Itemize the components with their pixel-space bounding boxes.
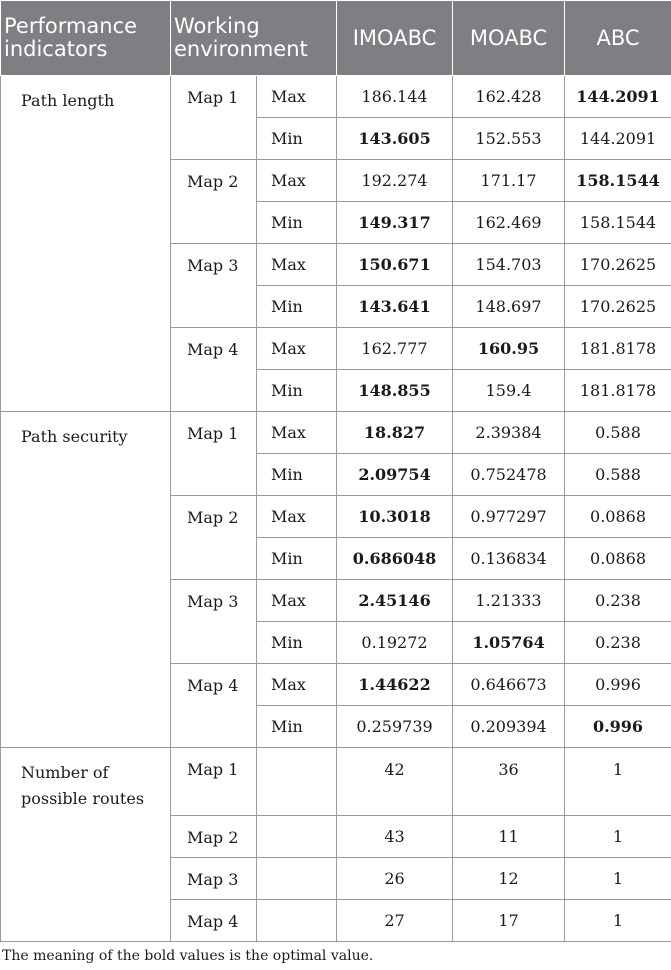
moabc-value-cell: 171.17 [453, 160, 565, 202]
abc-value-cell: 0.238 [565, 622, 671, 664]
moabc-value-cell: 0.646673 [453, 664, 565, 706]
extremum-cell: Max [257, 160, 337, 202]
header-imoabc: IMOABC [337, 1, 453, 76]
extremum-cell: Max [257, 580, 337, 622]
extremum-cell: Min [257, 538, 337, 580]
imoabc-value-cell: 162.777 [337, 328, 453, 370]
extremum-cell: Max [257, 76, 337, 118]
abc-value-cell: 170.2625 [565, 286, 671, 328]
extremum-cell [257, 748, 337, 816]
imoabc-value-cell: 149.317 [337, 202, 453, 244]
extremum-cell: Min [257, 286, 337, 328]
abc-route-count-cell: 1 [565, 900, 671, 942]
moabc-value-cell: 0.752478 [453, 454, 565, 496]
moabc-value-cell: 152.553 [453, 118, 565, 160]
table-row [1, 412, 671, 454]
indicator-cell: Path security [1, 412, 171, 748]
header-abc: ABC [565, 1, 671, 76]
abc-route-count-cell: 1 [565, 748, 671, 816]
map-cell: Map 2 [171, 816, 257, 858]
map-cell: Map 4 [171, 328, 257, 412]
imoabc-value-cell: 2.45146 [337, 580, 453, 622]
moabc-value-cell: 162.469 [453, 202, 565, 244]
moabc-value-cell: 154.703 [453, 244, 565, 286]
imoabc-value-cell: 0.259739 [337, 706, 453, 748]
indicator-cell: Number of possible routes [1, 748, 171, 942]
extremum-cell: Max [257, 664, 337, 706]
imoabc-value-cell: 150.671 [337, 244, 453, 286]
abc-value-cell: 181.8178 [565, 370, 671, 412]
abc-value-cell: 181.8178 [565, 328, 671, 370]
abc-value-cell: 144.2091 [565, 76, 671, 118]
imoabc-route-count-cell: 42 [337, 748, 453, 816]
extremum-cell: Min [257, 202, 337, 244]
imoabc-route-count-cell: 27 [337, 900, 453, 942]
moabc-value-cell: 0.209394 [453, 706, 565, 748]
map-cell: Map 2 [171, 160, 257, 244]
indicator-cell: Path length [1, 76, 171, 412]
imoabc-value-cell: 186.144 [337, 76, 453, 118]
moabc-value-cell: 0.977297 [453, 496, 565, 538]
moabc-route-count-cell: 36 [453, 748, 565, 816]
imoabc-value-cell: 10.3018 [337, 496, 453, 538]
abc-value-cell: 0.588 [565, 454, 671, 496]
extremum-cell: Min [257, 706, 337, 748]
abc-value-cell: 0.0868 [565, 496, 671, 538]
abc-value-cell: 158.1544 [565, 160, 671, 202]
extremum-cell: Min [257, 622, 337, 664]
moabc-value-cell: 1.05764 [453, 622, 565, 664]
moabc-value-cell: 148.697 [453, 286, 565, 328]
map-cell: Map 1 [171, 412, 257, 496]
header-working-environment: Working environment [171, 1, 337, 76]
imoabc-value-cell: 143.641 [337, 286, 453, 328]
moabc-route-count-cell: 17 [453, 900, 565, 942]
extremum-cell [257, 900, 337, 942]
map-cell: Map 3 [171, 580, 257, 664]
map-cell: Map 2 [171, 496, 257, 580]
map-cell: Map 3 [171, 244, 257, 328]
moabc-value-cell: 0.136834 [453, 538, 565, 580]
extremum-cell: Max [257, 244, 337, 286]
imoabc-value-cell: 0.19272 [337, 622, 453, 664]
imoabc-value-cell: 0.686048 [337, 538, 453, 580]
imoabc-value-cell: 2.09754 [337, 454, 453, 496]
moabc-value-cell: 2.39384 [453, 412, 565, 454]
imoabc-value-cell: 18.827 [337, 412, 453, 454]
extremum-cell: Min [257, 118, 337, 160]
map-cell: Map 1 [171, 76, 257, 160]
imoabc-value-cell: 143.605 [337, 118, 453, 160]
imoabc-route-count-cell: 26 [337, 858, 453, 900]
abc-route-count-cell: 1 [565, 858, 671, 900]
table-footnote: The meaning of the bold values is the optimal value. [2, 948, 374, 964]
extremum-cell [257, 816, 337, 858]
abc-value-cell: 158.1544 [565, 202, 671, 244]
moabc-route-count-cell: 11 [453, 816, 565, 858]
imoabc-route-count-cell: 43 [337, 816, 453, 858]
imoabc-value-cell: 1.44622 [337, 664, 453, 706]
map-cell: Map 4 [171, 900, 257, 942]
extremum-cell: Max [257, 328, 337, 370]
extremum-cell: Min [257, 370, 337, 412]
moabc-route-count-cell: 12 [453, 858, 565, 900]
header-row [1, 1, 671, 76]
map-cell: Map 1 [171, 748, 257, 816]
abc-value-cell: 144.2091 [565, 118, 671, 160]
imoabc-value-cell: 192.274 [337, 160, 453, 202]
extremum-cell: Min [257, 454, 337, 496]
header-moabc: MOABC [453, 1, 565, 76]
abc-value-cell: 0.588 [565, 412, 671, 454]
imoabc-value-cell: 148.855 [337, 370, 453, 412]
moabc-value-cell: 159.4 [453, 370, 565, 412]
extremum-cell [257, 858, 337, 900]
abc-value-cell: 0.238 [565, 580, 671, 622]
abc-value-cell: 170.2625 [565, 244, 671, 286]
moabc-value-cell: 160.95 [453, 328, 565, 370]
moabc-value-cell: 162.428 [453, 76, 565, 118]
extremum-cell: Max [257, 412, 337, 454]
abc-value-cell: 0.996 [565, 706, 671, 748]
table-row [1, 748, 671, 816]
abc-route-count-cell: 1 [565, 816, 671, 858]
map-cell: Map 4 [171, 664, 257, 748]
header-performance-indicators: Performance indicators [1, 1, 171, 76]
abc-value-cell: 0.996 [565, 664, 671, 706]
table-row [1, 76, 671, 118]
extremum-cell: Max [257, 496, 337, 538]
moabc-value-cell: 1.21333 [453, 580, 565, 622]
map-cell: Map 3 [171, 858, 257, 900]
abc-value-cell: 0.0868 [565, 538, 671, 580]
